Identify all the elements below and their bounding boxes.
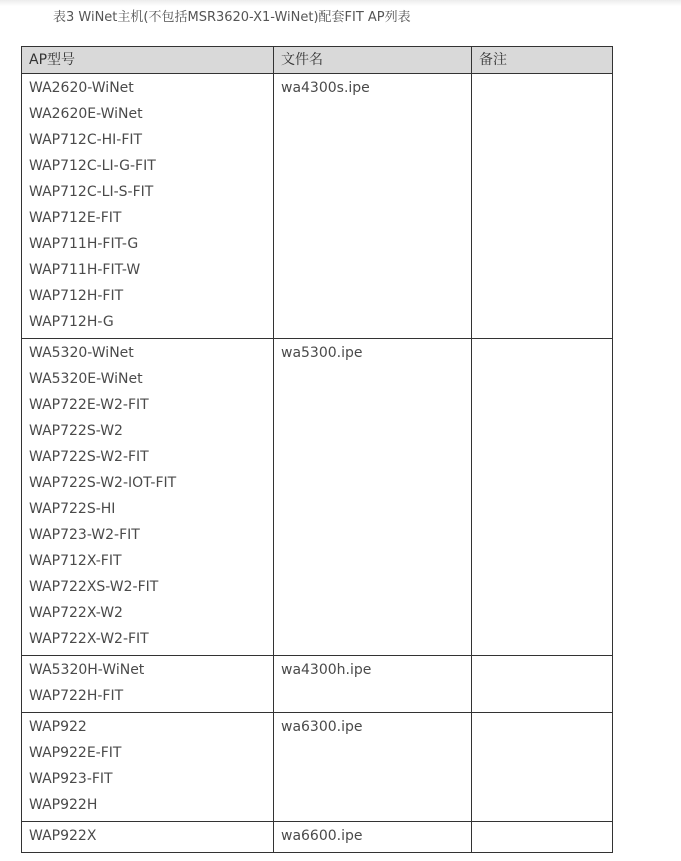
ap-model: WAP922H — [29, 797, 98, 813]
file-name-cell — [274, 656, 472, 713]
ap-model: WAP722S-W2-FIT — [29, 449, 149, 465]
ap-model: WAP711H-FIT-G — [29, 236, 139, 252]
file-name: wa6300.ipe — [281, 719, 363, 735]
ap-model: WAP712C-HI-FIT — [29, 132, 143, 148]
ap-model: WA2620-WiNet — [29, 80, 134, 96]
ap-model: WAP722H-FIT — [29, 688, 124, 704]
file-name: wa5300.ipe — [281, 345, 363, 361]
ap-model: WA5320-WiNet — [29, 345, 134, 361]
ap-model: WAP712H-G — [29, 314, 114, 330]
ap-model: WAP722E-W2-FIT — [29, 397, 149, 413]
header-ap-model: AP型号 — [22, 47, 274, 74]
ap-model: WAP722S-W2 — [29, 423, 123, 439]
ap-model-cell — [22, 822, 274, 853]
note-cell — [472, 74, 613, 339]
header-note: 备注 — [472, 47, 613, 74]
file-name-cell — [274, 822, 472, 853]
ap-model: WAP712E-FIT — [29, 210, 122, 226]
file-name: wa4300h.ipe — [281, 662, 372, 678]
ap-model: WAP722X-W2 — [29, 605, 123, 621]
ap-model: WAP722S-HI — [29, 501, 116, 517]
ap-model-cell — [22, 656, 274, 713]
ap-model: WAP923-FIT — [29, 771, 113, 787]
table-caption: 表3 WiNet主机(不包括MSR3620-X1-WiNet)配套FIT AP列表 — [53, 10, 411, 25]
ap-model-cell — [22, 74, 274, 339]
fit-ap-table — [21, 46, 613, 853]
table-body — [22, 74, 613, 853]
top-edge-shadow — [0, 0, 681, 6]
ap-model: WAP712H-FIT — [29, 288, 124, 304]
ap-model: WAP712X-FIT — [29, 553, 122, 569]
ap-model: WAP922X — [29, 828, 97, 844]
file-name: wa4300s.ipe — [281, 80, 370, 96]
ap-model: WAP723-W2-FIT — [29, 527, 140, 543]
file-name: wa6600.ipe — [281, 828, 363, 844]
ap-model-cell — [22, 339, 274, 656]
table-row — [22, 74, 613, 339]
ap-model: WAP712C-LI-G-FIT — [29, 158, 156, 174]
table-row — [22, 339, 613, 656]
note-cell — [472, 713, 613, 822]
note-cell — [472, 339, 613, 656]
ap-model: WAP922E-FIT — [29, 745, 122, 761]
ap-model: WAP722XS-W2-FIT — [29, 579, 159, 595]
ap-model: WA5320E-WiNet — [29, 371, 143, 387]
table-row — [22, 713, 613, 822]
ap-model-cell — [22, 713, 274, 822]
ap-model: WAP922 — [29, 719, 87, 735]
table-row — [22, 822, 613, 853]
ap-model: WA5320H-WiNet — [29, 662, 145, 678]
note-cell — [472, 656, 613, 713]
file-name-cell — [274, 713, 472, 822]
ap-model: WAP722X-W2-FIT — [29, 631, 149, 647]
note-cell — [472, 822, 613, 853]
ap-model: WAP711H-FIT-W — [29, 262, 141, 278]
header-file-name: 文件名 — [274, 47, 472, 74]
ap-model: WAP712C-LI-S-FIT — [29, 184, 154, 200]
table-row — [22, 656, 613, 713]
file-name-cell — [274, 339, 472, 656]
ap-model: WAP722S-W2-IOT-FIT — [29, 475, 177, 491]
ap-model: WA2620E-WiNet — [29, 106, 143, 122]
file-name-cell — [274, 74, 472, 339]
table-header-row — [22, 47, 613, 74]
